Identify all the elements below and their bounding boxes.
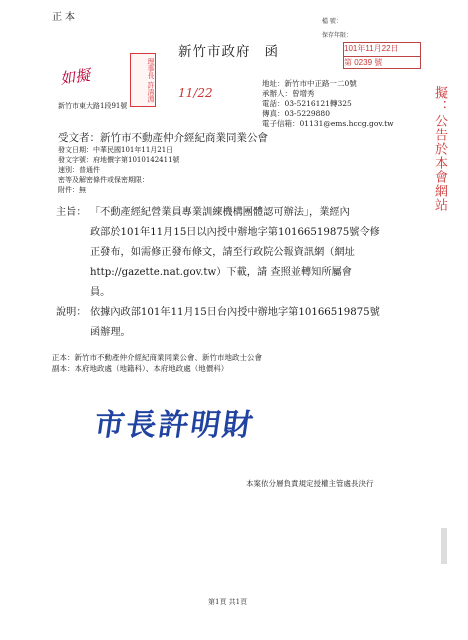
explanation-line: 函辦理。 <box>90 327 131 338</box>
recipient-line: 受文者：新竹市不動產仲介經紀商業同業公會 <box>58 132 268 144</box>
authorization-note: 本案依分層負責規定授權主管處長決行 <box>246 479 374 488</box>
mayor-signature-stamp: 市長許明財 <box>92 408 257 443</box>
attachment: 附件：無 <box>58 186 86 194</box>
handwritten-signature: 如擬 <box>58 65 92 88</box>
secrecy-level: 密等及解密條件或保密期限： <box>58 176 149 184</box>
original-recipients: 正本：新竹市不動產仲介經紀商業同業公會、新竹市地政士公會 <box>52 353 262 362</box>
issue-number: 發文字號：府地價字第1010142411號 <box>58 156 180 164</box>
received-number-stamp: 第 0239 號 <box>343 56 421 69</box>
explanation-body <box>90 303 380 343</box>
received-date-stamp: 101年11月22日 <box>343 42 421 57</box>
document-type: 函 <box>264 44 279 60</box>
original-copy-label: 正本 <box>52 12 78 23</box>
subject-line: 「不動產經紀營業員專業訓練機構團體認可辦法」，業經內 <box>90 207 350 218</box>
subject-line: 政部於101年11月15日以內授中辦地字第10166519875號令修 <box>90 227 380 238</box>
contact-fax: 傳真：03-5229880 <box>262 109 330 118</box>
recipient-address: 新竹市東大路1段91號 <box>58 102 128 110</box>
page-number: 第1頁 共1頁 <box>208 598 248 606</box>
handwritten-date: 11/22 <box>178 86 213 100</box>
scan-artifact <box>441 528 447 564</box>
chairman-seal: 理事長 許清淵 <box>130 53 156 107</box>
handwritten-side-note: 擬：公告於本會網站 <box>432 86 447 212</box>
contact-handler: 承辦人：曾增秀 <box>262 89 315 98</box>
explanation-line: 依據內政部101年11月15日台內授中辦地字第10166519875號 <box>90 307 380 318</box>
contact-phone: 電話：03-5216121轉325 <box>262 99 352 108</box>
delivery-speed: 速別：普通件 <box>58 166 100 174</box>
document-header <box>178 40 279 60</box>
subject-line: 員。 <box>90 287 111 298</box>
subject-line: http://gazette.nat.gov.tw）下載，請 查照並轉知所屬會 <box>90 267 352 278</box>
retention-label: 保存年限： <box>322 32 353 39</box>
issuing-org: 新竹市政府 <box>178 44 251 60</box>
contact-email: 電子信箱：01131@ems.hccg.gov.tw <box>262 119 394 128</box>
subject-body <box>90 203 380 303</box>
file-number-label: 檔 號： <box>322 18 342 25</box>
contact-address: 地址：新竹市中正路一二0號 <box>262 79 357 88</box>
issue-date: 發文日期：中華民國101年11月21日 <box>58 146 174 154</box>
copy-recipients: 副本：本府地政處（地籍科）、本府地政處（地價科） <box>52 364 229 373</box>
subject-line: 正發布，如需修正發布條文，請至行政院公報資訊網（網址 <box>90 247 355 258</box>
subject-label: 主旨： <box>56 207 87 218</box>
explanation-label: 說明： <box>56 307 87 318</box>
